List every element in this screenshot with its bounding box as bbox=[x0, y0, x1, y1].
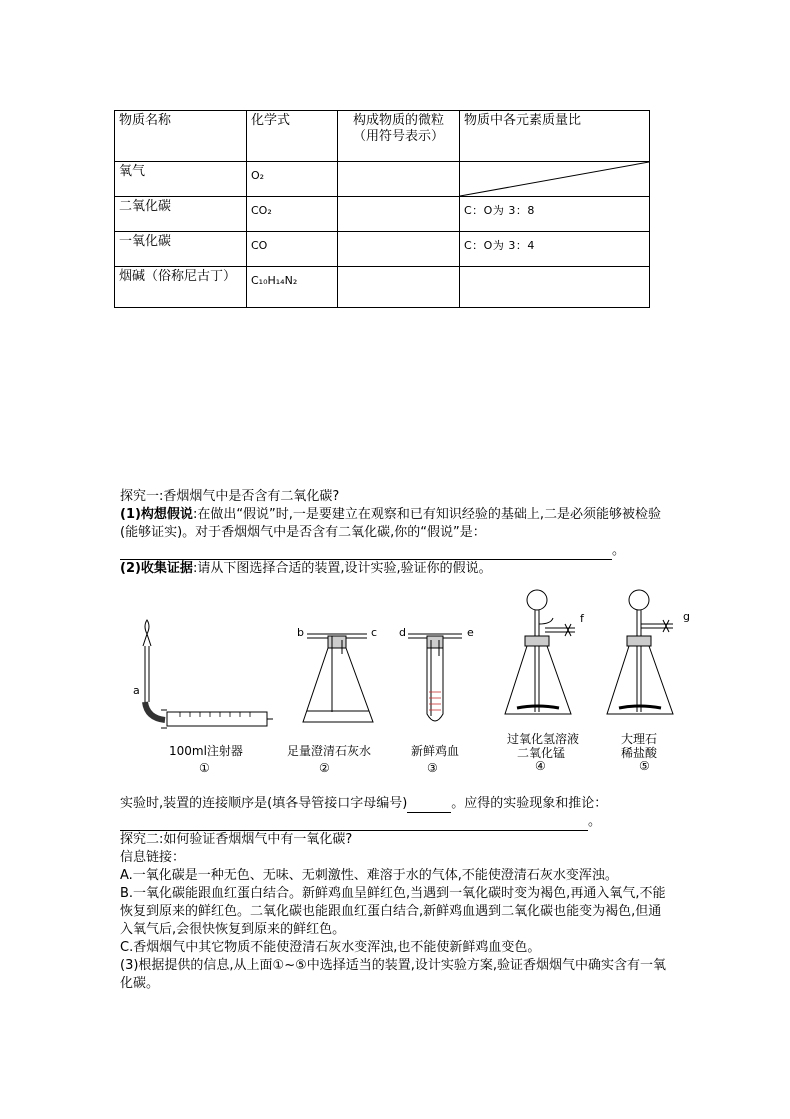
row-name: 氧气 bbox=[115, 162, 247, 197]
hypothesis-answer-line bbox=[120, 542, 670, 560]
row-ratio-diagonal bbox=[460, 162, 650, 197]
port-b: b bbox=[297, 626, 304, 639]
info-title: 信息链接： bbox=[120, 850, 186, 865]
apparatus-figure bbox=[125, 584, 705, 776]
hypothesis-heading: (1)构想假说 bbox=[120, 507, 193, 522]
row-name: 二氧化碳 bbox=[115, 197, 247, 232]
row-formula: C₁₀H₁₄N₂ bbox=[247, 267, 338, 308]
evidence-heading: (2)收集证据 bbox=[120, 561, 193, 576]
section1-title: 探究一:香烟烟气中是否含有二氧化碳? bbox=[120, 489, 340, 504]
number-1: ① bbox=[199, 761, 210, 775]
phenomenon-blank[interactable] bbox=[120, 818, 588, 831]
port-a: a bbox=[133, 684, 140, 697]
row-particle bbox=[338, 267, 460, 308]
section1-paragraph2 bbox=[120, 560, 670, 578]
section1-paragraph1 bbox=[120, 506, 670, 542]
substance-table bbox=[114, 110, 650, 308]
info-a: A.一氧化碳是一种无色、无味、无刺激性、难溶于水的气体,不能使澄清石灰水变浑浊。 bbox=[120, 868, 618, 883]
row-ratio bbox=[460, 267, 650, 308]
table-row bbox=[115, 162, 650, 197]
info-c: C.香烟烟气中其它物质不能使澄清石灰水变浑浊,也不能使新鲜鸡血变色。 bbox=[120, 940, 541, 955]
port-e: e bbox=[467, 626, 474, 639]
phenomenon-end: 。 bbox=[588, 814, 602, 829]
number-3: ③ bbox=[427, 761, 438, 775]
port-c: c bbox=[371, 626, 378, 639]
port-d: d bbox=[399, 626, 406, 639]
table-row bbox=[115, 267, 650, 308]
row-formula: O₂ bbox=[247, 162, 338, 197]
label-hydrogen-peroxide: 过氧化氢溶液 bbox=[507, 732, 580, 746]
info-b: B.一氧化碳能跟血红蛋白结合。新鲜鸡血呈鲜红色,当遇到一氧化碳时变为褐色,再通入氧气,不能恢复到原来的鲜红色。二氧化碳也能跟血红蛋白结合,新鲜鸡血遇到二氧化碳也能变为褐色,但通入氧气后,会很快恢复到原来的鲜红色。 bbox=[120, 886, 666, 937]
number-5: ⑤ bbox=[639, 759, 650, 773]
row-formula: CO₂ bbox=[247, 197, 338, 232]
port-g: g bbox=[683, 610, 690, 623]
hypothesis-text: :在做出“假说”时,一是要建立在观察和已有知识经验的基础上,二是必须能够被检验(能够证实)。对于香烟烟气中是否含有二氧化碳,你的“假说”是： bbox=[120, 507, 662, 540]
label-chicken-blood: 新鲜鸡血 bbox=[411, 744, 460, 758]
row-ratio: C：O为 3：8 bbox=[460, 197, 650, 232]
row-particle bbox=[338, 232, 460, 267]
section2-title: 探究二:如何验证香烟烟气中有一氧化碳? bbox=[120, 832, 353, 847]
row-formula: CO bbox=[247, 232, 338, 267]
label-limewater: 足量澄清石灰水 bbox=[287, 744, 372, 758]
row-name: 一氧化碳 bbox=[115, 232, 247, 267]
row-particle bbox=[338, 197, 460, 232]
row-ratio: C：O为 3：4 bbox=[460, 232, 650, 267]
connection-order-line bbox=[120, 795, 670, 813]
label-manganese-dioxide: 二氧化锰 bbox=[517, 746, 566, 760]
label-marble: 大理石 bbox=[621, 732, 658, 746]
header-particle bbox=[338, 111, 460, 162]
question-3: (3)根据提供的信息,从上面①~⑤中选择适当的装置,设计实验方案,验证香烟烟气中确实含有一氧化碳。 bbox=[120, 958, 667, 991]
phenomenon-answer-line bbox=[120, 813, 670, 831]
row-name: 烟碱（俗称尼古丁） bbox=[115, 267, 247, 308]
port-f: f bbox=[580, 612, 584, 625]
connection-order-blank[interactable] bbox=[407, 800, 451, 813]
header-particle-line2: （用符号表示） bbox=[352, 129, 444, 144]
table-header-row bbox=[115, 111, 650, 162]
number-4: ④ bbox=[535, 759, 546, 773]
connection-order-text: 实验时,装置的连接顺序是(填各导管接口字母编号) bbox=[120, 796, 408, 811]
evidence-text: :请从下图选择合适的装置,设计实验,验证你的假说。 bbox=[192, 561, 492, 576]
label-syringe: 100ml注射器 bbox=[169, 744, 243, 758]
table-row bbox=[115, 197, 650, 232]
phenomenon-text: 。应得的实验现象和推论： bbox=[451, 796, 608, 811]
diagonal-line bbox=[460, 162, 649, 196]
number-2: ② bbox=[319, 761, 330, 775]
header-formula: 化学式 bbox=[247, 111, 338, 162]
row-particle bbox=[338, 162, 460, 197]
hypothesis-end: 。 bbox=[612, 543, 626, 558]
table-row bbox=[115, 232, 650, 267]
label-dilute-hcl: 稀盐酸 bbox=[621, 746, 658, 760]
header-ratio: 物质中各元素质量比 bbox=[460, 111, 650, 162]
header-particle-line1: 构成物质的微粒 bbox=[352, 113, 444, 128]
hypothesis-blank[interactable] bbox=[120, 545, 612, 560]
header-name: 物质名称 bbox=[115, 111, 247, 162]
